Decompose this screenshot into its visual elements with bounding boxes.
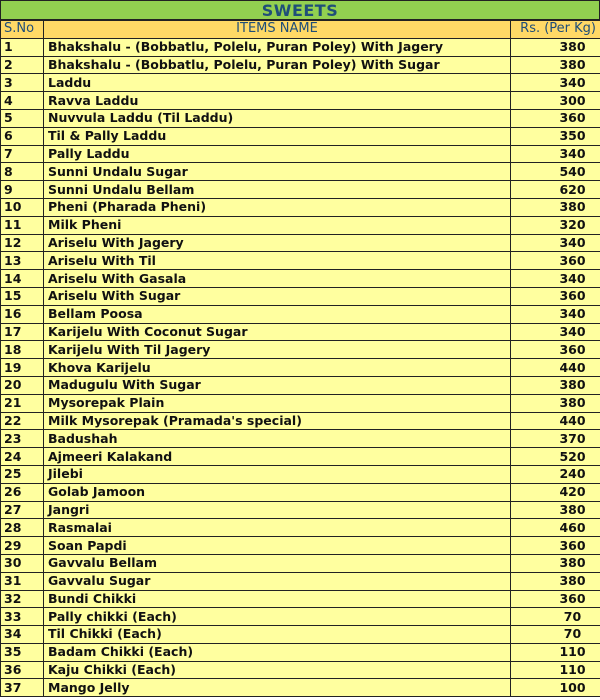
- header-items-name: ITEMS NAME: [44, 21, 511, 39]
- item-name: Bhakshalu - (Bobbatlu, Polelu, Puran Poley) With Sugar: [44, 56, 511, 74]
- item-name: Pally Laddu: [44, 145, 511, 163]
- item-name: Jangri: [44, 501, 511, 519]
- table-row: [1, 109, 600, 127]
- table-row: [1, 465, 600, 483]
- table-row: [1, 216, 600, 234]
- item-sno: 19: [1, 359, 44, 377]
- sheet-title: SWEETS: [261, 0, 339, 20]
- item-name: Nuvvula Laddu (Til Laddu): [44, 109, 511, 127]
- item-price: 360: [511, 287, 600, 305]
- item-name: Mango Jelly: [44, 679, 511, 697]
- item-price: 380: [511, 198, 600, 216]
- table-row: [1, 537, 600, 555]
- item-sno: 22: [1, 412, 44, 430]
- item-name: Karijelu With Til Jagery: [44, 341, 511, 359]
- item-name: Gavvalu Bellam: [44, 554, 511, 572]
- item-price: 100: [511, 679, 600, 697]
- item-sno: 13: [1, 252, 44, 270]
- item-name: Bhakshalu - (Bobbatlu, Polelu, Puran Poley) With Jagery: [44, 38, 511, 56]
- item-sno: 4: [1, 92, 44, 110]
- item-sno: 29: [1, 537, 44, 555]
- table-row: [1, 554, 600, 572]
- item-sno: 8: [1, 163, 44, 181]
- table-row: [1, 74, 600, 92]
- item-sno: 36: [1, 661, 44, 679]
- item-price: 70: [511, 626, 600, 644]
- item-sno: 31: [1, 572, 44, 590]
- item-name: Ariselu With Jagery: [44, 234, 511, 252]
- item-price: 380: [511, 376, 600, 394]
- item-name: Gavvalu Sugar: [44, 572, 511, 590]
- item-name: Madugulu With Sugar: [44, 376, 511, 394]
- item-sno: 35: [1, 643, 44, 661]
- item-price: 540: [511, 163, 600, 181]
- item-sno: 34: [1, 626, 44, 644]
- item-price: 340: [511, 234, 600, 252]
- item-name: Laddu: [44, 74, 511, 92]
- table-row: [1, 181, 600, 199]
- item-name: Golab Jamoon: [44, 483, 511, 501]
- item-name: Rasmalai: [44, 519, 511, 537]
- item-price: 370: [511, 430, 600, 448]
- table-row: [1, 590, 600, 608]
- item-name: Ariselu With Gasala: [44, 270, 511, 288]
- table-row: [1, 483, 600, 501]
- sheet-title-bar: [0, 0, 600, 20]
- item-sno: 28: [1, 519, 44, 537]
- item-sno: 10: [1, 198, 44, 216]
- table-row: [1, 38, 600, 56]
- table-row: [1, 305, 600, 323]
- item-sno: 17: [1, 323, 44, 341]
- item-price: 620: [511, 181, 600, 199]
- price-table: [0, 20, 600, 697]
- table-row: [1, 92, 600, 110]
- item-price: 70: [511, 608, 600, 626]
- item-name: Sunni Undalu Sugar: [44, 163, 511, 181]
- item-price: 320: [511, 216, 600, 234]
- item-sno: 14: [1, 270, 44, 288]
- item-sno: 21: [1, 394, 44, 412]
- item-name: Mysorepak Plain: [44, 394, 511, 412]
- item-sno: 24: [1, 448, 44, 466]
- item-name: Sunni Undalu Bellam: [44, 181, 511, 199]
- header-price: Rs. (Per Kg): [511, 21, 600, 39]
- item-price: 340: [511, 323, 600, 341]
- item-name: Jilebi: [44, 465, 511, 483]
- item-sno: 27: [1, 501, 44, 519]
- table-row: [1, 679, 600, 697]
- table-row: [1, 608, 600, 626]
- table-row: [1, 323, 600, 341]
- item-sno: 16: [1, 305, 44, 323]
- item-price: 380: [511, 394, 600, 412]
- item-sno: 12: [1, 234, 44, 252]
- table-row: [1, 412, 600, 430]
- item-price: 340: [511, 145, 600, 163]
- item-name: Milk Pheni: [44, 216, 511, 234]
- item-sno: 2: [1, 56, 44, 74]
- item-price: 240: [511, 465, 600, 483]
- item-name: Milk Mysorepak (Pramada's special): [44, 412, 511, 430]
- table-row: [1, 394, 600, 412]
- item-price: 360: [511, 252, 600, 270]
- item-name: Pally chikki (Each): [44, 608, 511, 626]
- item-name: Karijelu With Coconut Sugar: [44, 323, 511, 341]
- table-row: [1, 252, 600, 270]
- header-row: [1, 21, 600, 39]
- table-row: [1, 359, 600, 377]
- item-sno: 3: [1, 74, 44, 92]
- item-sno: 26: [1, 483, 44, 501]
- item-price: 110: [511, 661, 600, 679]
- item-name: Ariselu With Til: [44, 252, 511, 270]
- item-name: Khova Karijelu: [44, 359, 511, 377]
- item-price: 340: [511, 305, 600, 323]
- item-price: 460: [511, 519, 600, 537]
- item-name: Ravva Laddu: [44, 92, 511, 110]
- item-price: 360: [511, 341, 600, 359]
- header-sno: S.No: [1, 21, 44, 39]
- table-row: [1, 572, 600, 590]
- table-row: [1, 270, 600, 288]
- item-price: 380: [511, 56, 600, 74]
- item-price: 360: [511, 537, 600, 555]
- table-row: [1, 234, 600, 252]
- item-sno: 32: [1, 590, 44, 608]
- item-price: 340: [511, 74, 600, 92]
- item-name: Badam Chikki (Each): [44, 643, 511, 661]
- item-sno: 11: [1, 216, 44, 234]
- table-row: [1, 145, 600, 163]
- item-price: 110: [511, 643, 600, 661]
- item-price: 350: [511, 127, 600, 145]
- item-name: Til Chikki (Each): [44, 626, 511, 644]
- item-sno: 7: [1, 145, 44, 163]
- item-sno: 25: [1, 465, 44, 483]
- table-row: [1, 519, 600, 537]
- table-row: [1, 287, 600, 305]
- item-sno: 20: [1, 376, 44, 394]
- item-name: Soan Papdi: [44, 537, 511, 555]
- item-price: 380: [511, 501, 600, 519]
- item-price: 360: [511, 590, 600, 608]
- table-row: [1, 56, 600, 74]
- item-sno: 37: [1, 679, 44, 697]
- table-row: [1, 341, 600, 359]
- table-row: [1, 376, 600, 394]
- table-row: [1, 127, 600, 145]
- item-name: Til & Pally Laddu: [44, 127, 511, 145]
- item-sno: 5: [1, 109, 44, 127]
- item-sno: 9: [1, 181, 44, 199]
- item-sno: 1: [1, 38, 44, 56]
- table-row: [1, 430, 600, 448]
- table-body: [1, 38, 600, 696]
- item-price: 520: [511, 448, 600, 466]
- item-name: Ajmeeri Kalakand: [44, 448, 511, 466]
- item-name: Bundi Chikki: [44, 590, 511, 608]
- table-row: [1, 163, 600, 181]
- table-row: [1, 626, 600, 644]
- table-row: [1, 501, 600, 519]
- item-sno: 23: [1, 430, 44, 448]
- item-price: 380: [511, 554, 600, 572]
- item-price: 300: [511, 92, 600, 110]
- item-price: 440: [511, 359, 600, 377]
- item-price: 440: [511, 412, 600, 430]
- item-sno: 15: [1, 287, 44, 305]
- item-name: Ariselu With Sugar: [44, 287, 511, 305]
- item-name: Kaju Chikki (Each): [44, 661, 511, 679]
- item-price: 340: [511, 270, 600, 288]
- item-name: Pheni (Pharada Pheni): [44, 198, 511, 216]
- item-price: 360: [511, 109, 600, 127]
- table-row: [1, 643, 600, 661]
- item-price: 420: [511, 483, 600, 501]
- item-name: Badushah: [44, 430, 511, 448]
- table-row: [1, 661, 600, 679]
- item-price: 380: [511, 38, 600, 56]
- item-sno: 33: [1, 608, 44, 626]
- item-sno: 18: [1, 341, 44, 359]
- table-row: [1, 448, 600, 466]
- item-sno: 30: [1, 554, 44, 572]
- item-name: Bellam Poosa: [44, 305, 511, 323]
- item-sno: 6: [1, 127, 44, 145]
- item-price: 380: [511, 572, 600, 590]
- table-row: [1, 198, 600, 216]
